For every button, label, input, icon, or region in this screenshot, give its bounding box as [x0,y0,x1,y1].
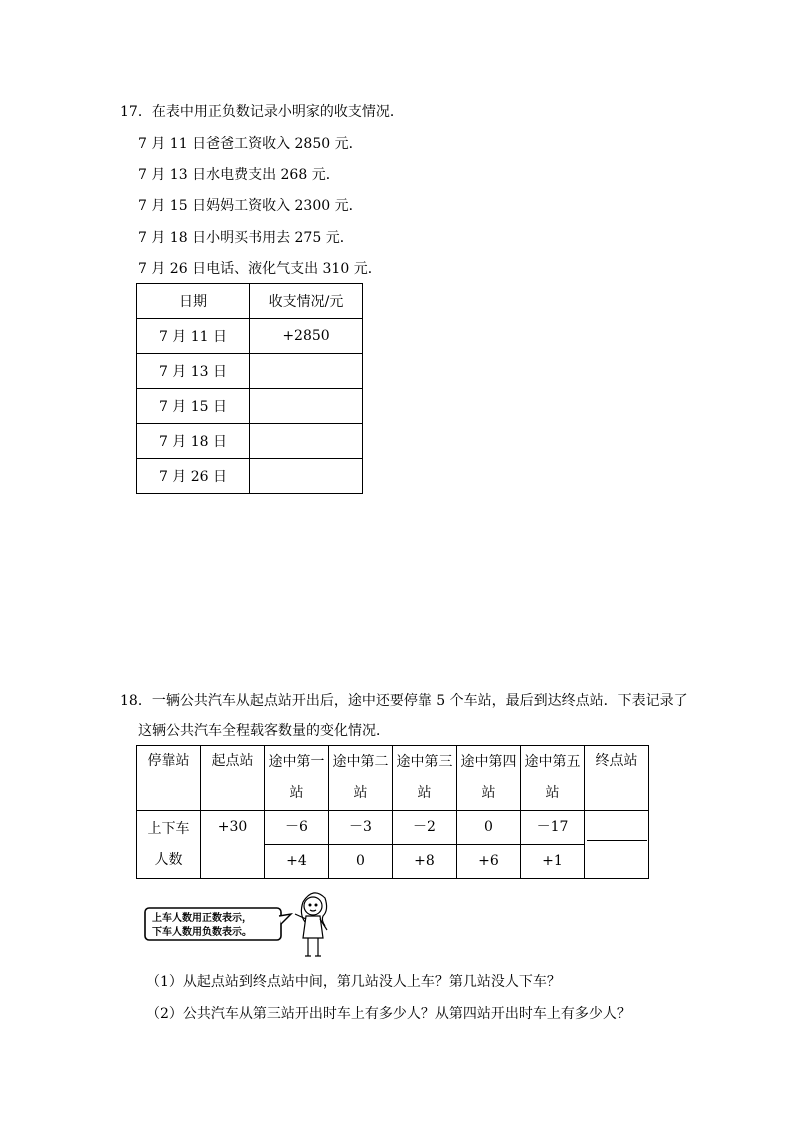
table-cell-date: 7 月 18 日 [137,424,250,459]
table-cell-amount-blank[interactable] [250,354,363,389]
table-cell-date: 7 月 15 日 [137,389,250,424]
table-header-cell: 途中第三站 [393,746,457,811]
table-header-row [137,284,363,319]
table-cell-off: 0 [457,811,521,845]
table-row [137,424,363,459]
table-header-cell: 收支情况/元 [250,284,363,319]
table-cell-amount-blank[interactable] [250,389,363,424]
table-cell-on: +1 [521,845,585,879]
table-cell-on: +8 [393,845,457,879]
table-cell-on: +4 [265,845,329,879]
table-cell-off: －17 [521,811,585,845]
q17-table [136,283,363,494]
table-row [137,354,363,389]
q18-sub-question-2: （2）公共汽车从第三站开出时车上有多少人？从第四站开出时车上有多少人？ [146,1006,631,1022]
q18-title-line2: 这辆公共汽车全程载客数量的变化情况． [138,723,390,739]
table-cell-amount: +2850 [250,319,363,354]
q18-sub-question-1: （1）从起点站到终点站中间，第几站没人上车？第几站没人下车？ [146,974,561,990]
table-cell-date: 7 月 26 日 [137,459,250,494]
table-header-cell: 途中第二站 [329,746,393,811]
table-header-cell: 日期 [137,284,250,319]
table-cell-amount-blank[interactable] [250,459,363,494]
answer-blank[interactable] [587,839,647,841]
table-header-cell: 停靠站 [137,746,201,811]
table-header-cell: 途中第五站 [521,746,585,811]
q17-item-5: 7 月 26 日电话、液化气支出 310 元． [138,261,382,277]
table-cell-end-blank[interactable] [585,811,649,879]
girl-speech-illustration [143,886,343,964]
girl-figure [295,893,327,956]
table-cell-start: +30 [201,811,265,879]
q17-item-3: 7 月 15 日妈妈工资收入 2300 元． [138,198,363,214]
speech-bubble-tail [279,914,291,924]
table-row [137,459,363,494]
q18-table [136,745,649,879]
q17-item-1: 7 月 11 日爸爸工资收入 2850 元． [138,136,363,152]
table-cell-date: 7 月 13 日 [137,354,250,389]
table-header-cell: 途中第四站 [457,746,521,811]
q17-item-2: 7 月 13 日水电费支出 268 元． [138,167,340,183]
table-header-cell: 途中第一站 [265,746,329,811]
table-header-cell: 起点站 [201,746,265,811]
table-header-row [137,746,649,811]
table-cell-off: －3 [329,811,393,845]
table-cell-on: +6 [457,845,521,879]
q18-title-line1: 18．一辆公共汽车从起点站开出后，途中还要停靠 5 个车站，最后到达终点站．下表记录了 [120,693,688,709]
table-cell-off: －2 [393,811,457,845]
table-cell-off: －6 [265,811,329,845]
table-row [137,319,363,354]
table-cell-date: 7 月 11 日 [137,319,250,354]
speech-text-line1: 上车人数用正数表示， [152,913,252,924]
speech-text-line2: 下车人数用负数表示。 [152,927,252,938]
table-row [137,389,363,424]
table-row [137,811,649,845]
table-header-cell: 终点站 [585,746,649,811]
table-cell-amount-blank[interactable] [250,424,363,459]
table-cell-on: 0 [329,845,393,879]
q17-item-4: 7 月 18 日小明买书用去 275 元． [138,230,354,246]
table-row-label: 上下车人数 [137,811,201,879]
q17-title: 17．在表中用正负数记录小明家的收支情况． [120,104,404,120]
